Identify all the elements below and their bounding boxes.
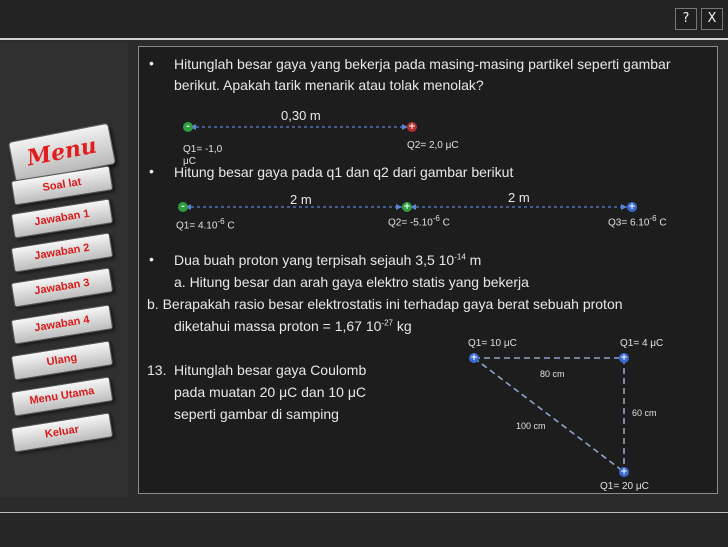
q4-number: 13. <box>147 362 167 378</box>
q4-text-line2: pada muatan 20 μC dan 10 μC <box>174 384 367 400</box>
q2-label-3: $Q3= 6.10^{-6}$ C <box>608 214 667 229</box>
q1-left-label-unit: μC <box>183 156 196 167</box>
triangle-charge-b: + <box>620 353 628 363</box>
triangle-side-top-label: 80 cm <box>540 369 565 379</box>
q2-label-2: $Q2= -5.10^{-6}$ C <box>388 214 450 229</box>
bullet-1: • <box>149 55 154 71</box>
q4-text-line3: seperti gambar di samping <box>174 406 339 422</box>
q2-distance-2: 2 m <box>508 190 530 205</box>
sidebar-item-menu-utama[interactable]: Menu Utama <box>11 376 114 416</box>
q3-text-line4: diketahui massa proton = 1,67 $10^{-27}$ kg <box>174 318 412 334</box>
q2-charge-3: + <box>628 202 636 212</box>
sidebar-item-soal-lat[interactable]: Soal lat <box>11 165 114 205</box>
sidebar-item-keluar[interactable]: Keluar <box>11 412 114 452</box>
sidebar-item-jawaban-1[interactable]: Jawaban 1 <box>11 198 114 238</box>
q1-charge-left: - <box>183 122 193 132</box>
triangle-label-c: Q1= 20 μC <box>600 481 649 492</box>
sidebar-item-ulang[interactable]: Ulang <box>11 340 114 380</box>
q1-text-line1: Hitunglah besar gaya yang bekerja pada masing-masing partikel seperti gambar <box>174 56 671 72</box>
menu-title: Menu <box>8 123 116 184</box>
close-button[interactable]: X <box>701 8 723 30</box>
q4-text-line1: Hitunglah besar gaya Coulomb <box>174 362 367 378</box>
q3-text-line2: a. Hitung besar dan arah gaya elektro statis yang bekerja <box>174 274 529 290</box>
bottom-bar <box>0 512 728 547</box>
triangle-side-diag-label: 100 cm <box>516 421 546 431</box>
q2-text: Hitung besar gaya pada q1 dan q2 dari gambar berikut <box>174 164 514 180</box>
q2-label-1: $Q1= 4.10^{-6}$ C <box>176 217 235 232</box>
triangle-charge-a: + <box>470 353 478 363</box>
q3-text-line1: Dua buah proton yang terpisah sejauh 3,5 $10^{-14}$ m <box>174 252 482 268</box>
q1-left-label: Q1= -1,0 <box>183 144 223 155</box>
bullet-3: • <box>149 251 154 267</box>
q3-text-line3: b. Berapakah rasio besar elektrostatis ini terhadap gaya berat sebuah proton <box>147 296 623 312</box>
q2-charge-1: - <box>178 202 188 212</box>
q2-charge-2: + <box>403 202 411 212</box>
q1-distance-label: 0,30 m <box>281 108 321 123</box>
triangle-charge-c: + <box>620 467 628 477</box>
sidebar-item-jawaban-4[interactable]: Jawaban 4 <box>11 304 114 344</box>
triangle-label-a: Q1= 10 μC <box>468 338 517 349</box>
triangle-side-right-label: 60 cm <box>632 408 657 418</box>
bullet-2: • <box>149 163 154 179</box>
q1-text-line2: berikut. Apakah tarik menarik atau tolak menolak? <box>174 77 484 93</box>
q2-distance-1: 2 m <box>290 192 312 207</box>
q1-charge-right: + <box>408 122 416 132</box>
triangle-label-b: Q1= 4 μC <box>620 338 664 349</box>
sidebar-item-jawaban-2[interactable]: Jawaban 2 <box>11 232 114 272</box>
q1-right-label: Q2= 2,0 μC <box>407 140 459 151</box>
sidebar-item-jawaban-3[interactable]: Jawaban 3 <box>11 267 114 307</box>
help-button[interactable]: ? <box>675 8 697 30</box>
